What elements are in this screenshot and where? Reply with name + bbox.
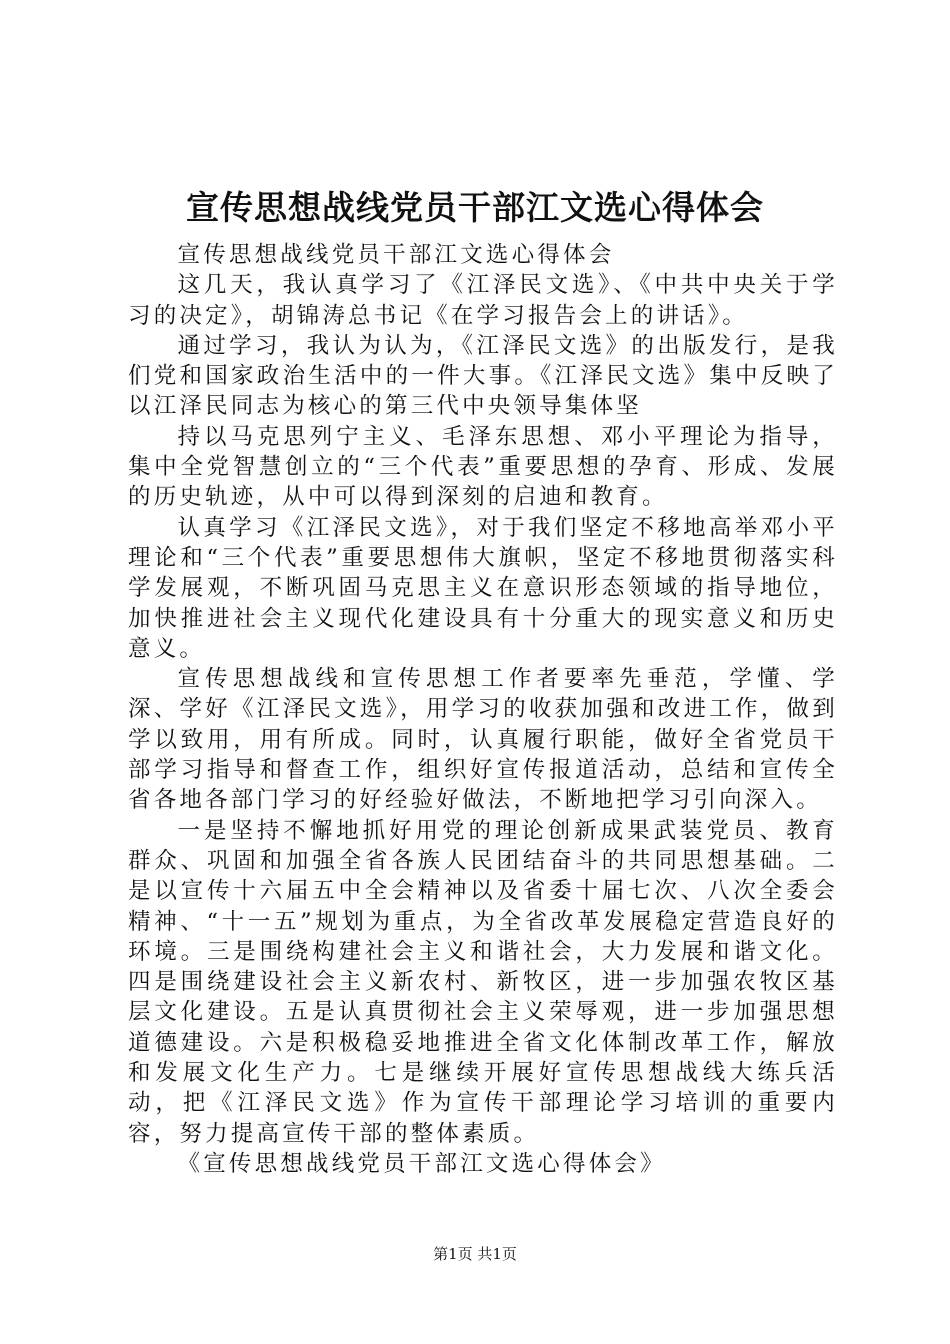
paragraph: 宣传思想战线和宣传思想工作者要率先垂范，学懂、学深、学好《江泽民文选》，用学习的收获加强和改进工作，做到学以致用，用有所成。同时，认真履行职能，做好全省党员干部学习指导和督查工作，组织好宣传报道活动，总结和宣传全省各地各部门学习的好经验好做法，不断地把学习引向深入。: [128, 666, 838, 814]
document-body: [128, 240, 838, 1179]
paragraph: 持以马克思列宁主义、毛泽东思想、邓小平理论为指导，集中全党智慧创立的“三个代表”重要思想的孕育、形成、发展的历史轨迹，从中可以得到深刻的启迪和教育。: [128, 423, 838, 511]
paragraph: 这几天，我认真学习了《江泽民文选》、《中共中央关于学习的决定》，胡锦涛总书记《在学习报告会上的讲话》。: [128, 272, 838, 329]
paragraph: 通过学习，我认为认为，《江泽民文选》的出版发行，是我们党和国家政治生活中的一件大事。《江泽民文选》集中反映了以江泽民同志为核心的第三代中央领导集体坚: [128, 332, 838, 420]
paragraph-subtitle: 宣传思想战线党员干部江文选心得体会: [177, 242, 615, 268]
paragraph-closing: 《宣传思想战线党员干部江文选心得体会》: [177, 1150, 666, 1177]
paragraph: 认真学习《江泽民文选》，对于我们坚定不移地高举邓小平理论和“三个代表”重要思想伟大旗帜，坚定不移地贯彻落实科学发展观，不断巩固马克思主义在意识形态领域的指导地位，加快推进社会主义现代化建设具有十分重大的现实意义和历史意义。: [128, 514, 838, 662]
page-footer: 第1页 共1页: [433, 1245, 517, 1263]
paragraph: 一是坚持不懈地抓好用党的理论创新成果武装党员、教育群众、巩固和加强全省各族人民团结奋斗的共同思想基础。二是以宣传十六届五中全会精神以及省委十届七次、八次全委会精神、“十一五”规划为重点，为全省改革发展稳定营造良好的环境。三是围绕构建社会主义和谐社会，大力发展和谐文化。四是围绕建设社会主义新农村、新牧区，进一步加强农牧区基层文化建设。五是认真贯彻社会主义荣辱观，进一步加强思想道德建设。六是积极稳妥地推进全省文化体制改革工作，解放和发展文化生产力。七是继续开展好宣传思想战线大练兵活动，把《江泽民文选》作为宣传干部理论学习培训的重要内容，努力提高宣传干部的整体素质。: [128, 817, 838, 1147]
document-title: 宣传思想战线党员干部江文选心得体会: [186, 188, 764, 227]
